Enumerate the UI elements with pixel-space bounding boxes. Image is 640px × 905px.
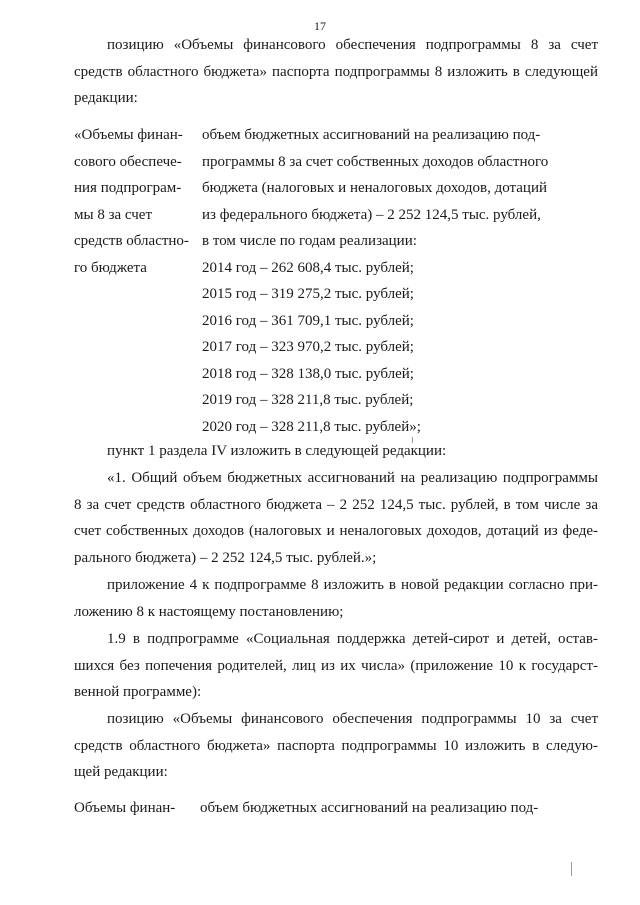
text-line: позицию «Объемы финансового обеспечения подпрограммы 8 за счет [107, 37, 598, 53]
text-line: счет собственных доходов (налоговых и неналоговых доходов, дотаций из феде- [74, 523, 598, 539]
table-cell-line: из федерального бюджета) – 2 252 124,5 тыс. рублей, [202, 206, 541, 223]
paragraph-appendix-4 [74, 572, 598, 625]
table-cell-line: объем бюджетных ассигнований на реализацию под- [200, 800, 539, 816]
year-amount-line: 2014 год – 262 608,4 тыс. рублей; [202, 259, 414, 276]
paragraph-section-iv [74, 438, 598, 465]
text-line: «1. Общий объем бюджетных ассигнований на реализацию подпрограммы [107, 470, 598, 486]
year-amount-line: 2016 год – 361 709,1 тыс. рублей; [202, 312, 414, 329]
paragraph-passport-position-10 [74, 706, 598, 786]
text-line: позицию «Объемы финансового обеспечения подпрограммы 10 за счет [107, 711, 598, 727]
table1-right-column [202, 122, 602, 440]
year-amount-line: 2015 год – 319 275,2 тыс. рублей; [202, 286, 414, 302]
table-cell-line: средств областно- [74, 233, 189, 249]
text-line: венной программе): [74, 684, 202, 700]
table1-left-column [74, 122, 194, 281]
year-amount-line: 2020 год – 328 211,8 тыс. рублей»; [202, 418, 421, 435]
text-line: пункт 1 раздела IV изложить в следующей редакции: [107, 443, 447, 459]
table-cell-line: в том числе по годам реализации: [202, 233, 417, 249]
table-cell-line: бюджета (налоговых и неналоговых доходов, дотаций [202, 180, 547, 196]
table-cell-line: объем бюджетных ассигнований на реализацию под- [202, 127, 541, 143]
paragraph-total-budget [74, 465, 598, 571]
text-line: средств областного бюджета» паспорта подпрограммы 10 изложить в следую- [74, 737, 598, 754]
text-line: 8 за счет средств областного бюджета – 2 252 124,5 тыс. рублей, в том числе за [74, 496, 598, 513]
table-cell-line: ния подпрограм- [74, 180, 182, 196]
text-line: приложение 4 к подпрограмме 8 изложить в новой редакции согласно при- [107, 577, 598, 593]
table-cell-line: Объемы финан- [74, 800, 176, 816]
text-line: средств областного бюджета» паспорта подпрограммы 8 изложить в следующей [74, 63, 598, 80]
table2-right-column [200, 795, 600, 822]
text-line: редакции: [74, 90, 138, 106]
table-cell-line: мы 8 за счет [74, 206, 153, 223]
text-line: 1.9 в подпрограмме «Социальная поддержка детей-сирот и детей, остав- [107, 631, 598, 647]
table2-left-column [74, 795, 194, 822]
scan-mark [412, 437, 413, 443]
text-line: шихся без попечения родителей, лиц из их числа» (приложение 10 к государст- [74, 657, 598, 674]
scan-mark [571, 862, 572, 876]
table-cell-line: программы 8 за счет собственных доходов областного [202, 153, 549, 170]
year-amount-line: 2018 год – 328 138,0 тыс. рублей; [202, 365, 414, 382]
year-amount-line: 2017 год – 323 970,2 тыс. рублей; [202, 339, 414, 355]
text-line: щей редакции: [74, 764, 168, 780]
text-line: ложению 8 к настоящему постановлению; [74, 603, 344, 620]
text-line: рального бюджета) – 2 252 124,5 тыс. рублей.»; [74, 549, 377, 566]
paragraph-passport-position-8 [74, 32, 598, 112]
table-cell-line: «Объемы финан- [74, 127, 183, 143]
table-cell-line: сового обеспече- [74, 153, 182, 170]
paragraph-subprogram-orphans [74, 626, 598, 706]
page-number: 17 [314, 19, 326, 33]
table-cell-line: го бюджета [74, 259, 147, 276]
year-amount-line: 2019 год – 328 211,8 тыс. рублей; [202, 392, 414, 408]
